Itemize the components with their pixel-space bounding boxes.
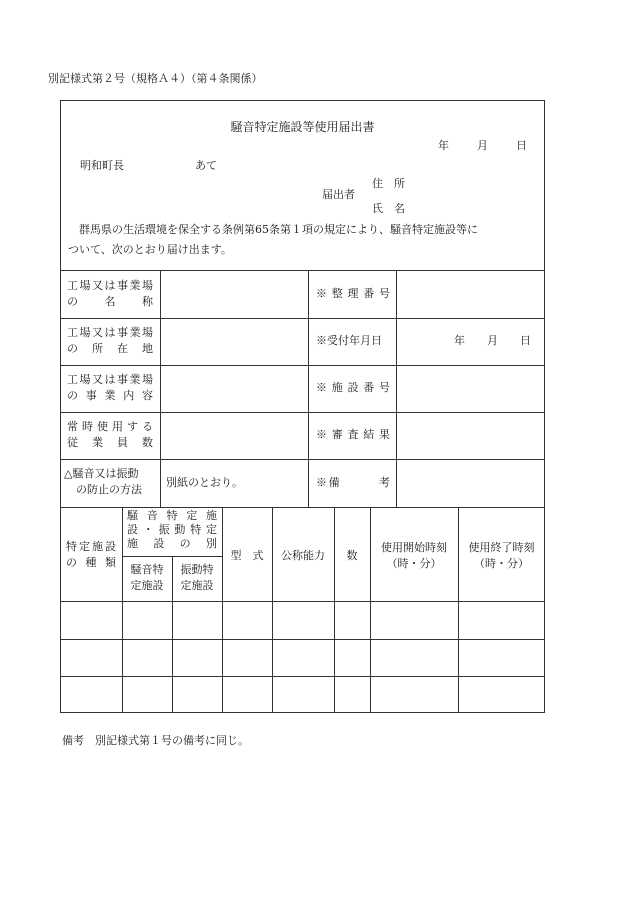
facility-type-header: 特定施設 の 種 類	[66, 540, 116, 569]
info-label-remarks: ※備 考	[316, 476, 390, 489]
info-label-factory-location: 工場又は事業場 の 所 在 地	[67, 326, 153, 355]
info-label-business-content: 工場又は事業場 の 事 業 内 容	[67, 373, 153, 402]
divider	[60, 412, 545, 413]
table-row[interactable]	[61, 640, 544, 675]
divider	[60, 507, 545, 508]
date-day-label: 日	[516, 139, 527, 152]
info-label-employees: 常時使用する 従 業 員 数	[67, 420, 153, 449]
date-month-label: 月	[477, 139, 488, 152]
info-label-factory-name: 工場又は事業場 の 名 称	[67, 279, 153, 308]
statement-line-2: ついて、次のとおり届け出ます。	[68, 243, 232, 256]
footnote: 備考 別記様式第１号の備考に同じ。	[62, 734, 249, 747]
info-label-review-result: ※審査結果	[316, 428, 390, 441]
count-header: 数	[346, 549, 358, 562]
date-year-label: 年	[438, 139, 449, 152]
noise-facility-header: 騒音特 定施設	[130, 563, 164, 592]
info-value-prevention-method[interactable]: 別紙のとおり。	[166, 476, 243, 489]
table-row[interactable]	[61, 677, 544, 712]
vibration-facility-header: 振動特 定施設	[180, 563, 214, 592]
divider	[60, 365, 545, 366]
info-label-receipt-date: ※受付年月日	[316, 334, 382, 347]
divider	[308, 270, 309, 507]
table-row[interactable]	[61, 602, 544, 638]
form-caption: 別記様式第２号（規格Ａ４）（第４条関係）	[48, 72, 263, 85]
info-label-facility-number: ※施設番号	[316, 381, 390, 394]
divider	[60, 270, 545, 271]
capacity-header: 公称能力	[281, 549, 325, 562]
addressee-name: 明和町長	[80, 159, 124, 172]
info-value-receipt-date[interactable]: 年 月 日	[454, 334, 531, 347]
statement	[68, 220, 478, 260]
applicant-address-label: 住 所	[372, 177, 405, 190]
divider	[160, 270, 161, 507]
divider	[396, 270, 397, 507]
facility-group-header: 騒 音 特 定 施 設・振動特定 施 設 の 別	[127, 509, 217, 550]
divider	[60, 459, 545, 460]
info-label-prevention-method: △騒音又は振動 の防止の方法	[64, 467, 142, 496]
end-time-header: 使用終了時刻 （時・分）	[468, 541, 535, 570]
applicant-label: 届出者	[322, 188, 355, 201]
applicant-name-label: 氏 名	[372, 202, 405, 215]
divider	[60, 318, 545, 319]
statement-line-1: 群馬県の生活環境を保全する条例第65条第１項の規定により、騒音特定施設等に	[68, 223, 478, 236]
form-title: 騒音特定施設等使用届出書	[230, 120, 375, 134]
addressee-suffix: あて	[195, 159, 217, 172]
start-time-header: 使用開始時刻 （時・分）	[381, 541, 447, 570]
model-header: 型 式	[230, 549, 264, 562]
info-label-reference-number: ※整理番号	[316, 287, 390, 300]
